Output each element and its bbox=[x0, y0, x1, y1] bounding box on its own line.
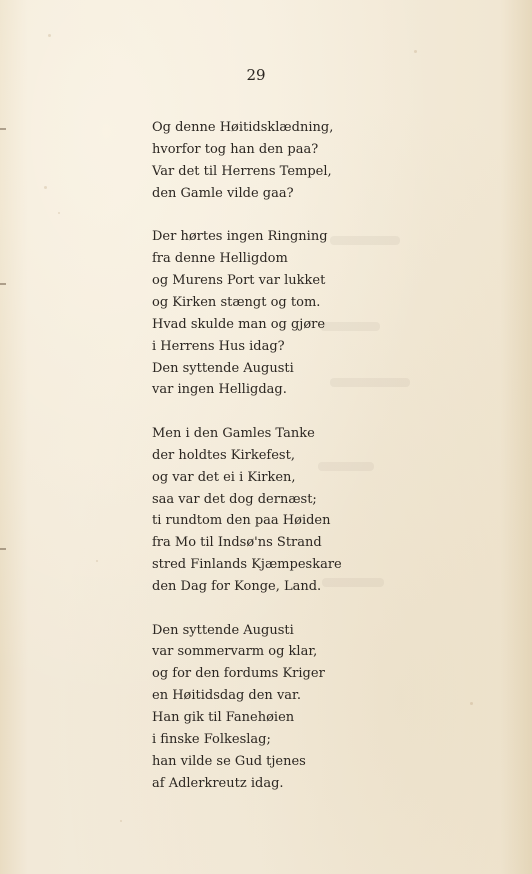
poem-line: Hvad skulde man og gjøre bbox=[152, 316, 326, 332]
page-edge-mark bbox=[0, 128, 6, 130]
poem-line: ti rundtom den paa Høiden bbox=[152, 513, 331, 529]
page-edge-mark bbox=[0, 283, 6, 285]
poem-line: saa var det dog dernæst; bbox=[152, 491, 317, 507]
poem-line: i finske Folkeslag; bbox=[152, 732, 271, 748]
poem-line: Den syttende Augusti bbox=[152, 360, 294, 376]
poem-line: Men i den Gamles Tanke bbox=[152, 425, 315, 441]
poem-line: Han gik til Fanehøien bbox=[152, 710, 295, 726]
stanza-1 bbox=[152, 117, 342, 205]
poem-line: en Høitidsdag den var. bbox=[152, 688, 301, 704]
poem-line: fra denne Helligdom bbox=[152, 251, 288, 267]
poem-line: Var det til Herrens Tempel, bbox=[152, 163, 332, 179]
foxing-spot bbox=[470, 702, 473, 705]
poem-line: stred Finlands Kjæmpeskare bbox=[152, 557, 342, 573]
poem-line: i Herrens Hus idag? bbox=[152, 338, 285, 354]
stanza-2 bbox=[152, 226, 342, 401]
foxing-spot bbox=[96, 560, 98, 562]
poem-line: der holdtes Kirkefest, bbox=[152, 447, 295, 463]
poem-line: af Adlerkreutz idag. bbox=[152, 775, 284, 791]
poem-line: hvorfor tog han den paa? bbox=[152, 141, 319, 157]
poem-line: Der hørtes ingen Ringning bbox=[152, 229, 328, 245]
foxing-spot bbox=[414, 50, 417, 53]
foxing-spot bbox=[120, 820, 122, 822]
poem-line: Og denne Høitidsklædning, bbox=[152, 120, 334, 135]
page-edge-mark bbox=[0, 548, 6, 550]
foxing-spot bbox=[48, 34, 51, 37]
show-through-line bbox=[330, 378, 410, 387]
foxing-spot bbox=[44, 186, 47, 189]
stanza-3 bbox=[152, 423, 342, 598]
poem-line: Den syttende Augusti bbox=[152, 622, 294, 638]
poem-line: var sommervarm og klar, bbox=[152, 644, 318, 660]
foxing-spot bbox=[58, 212, 60, 214]
poem-line: den Dag for Konge, Land. bbox=[152, 579, 322, 595]
poem-line: og Murens Port var lukket bbox=[152, 272, 326, 288]
page-number: 29 bbox=[246, 66, 266, 84]
poem-line: og Kirken stængt og tom. bbox=[152, 294, 321, 310]
poem bbox=[152, 117, 342, 816]
poem-line: og for den fordums Kriger bbox=[152, 666, 325, 682]
poem-line: han vilde se Gud tjenes bbox=[152, 753, 306, 769]
poem-line: den Gamle vilde gaa? bbox=[152, 185, 294, 201]
poem-line: og var det ei i Kirken, bbox=[152, 469, 296, 485]
stanza-4 bbox=[152, 620, 342, 795]
poem-line: fra Mo til Indsø'ns Strand bbox=[152, 535, 322, 551]
poem-line: var ingen Helligdag. bbox=[152, 382, 287, 398]
